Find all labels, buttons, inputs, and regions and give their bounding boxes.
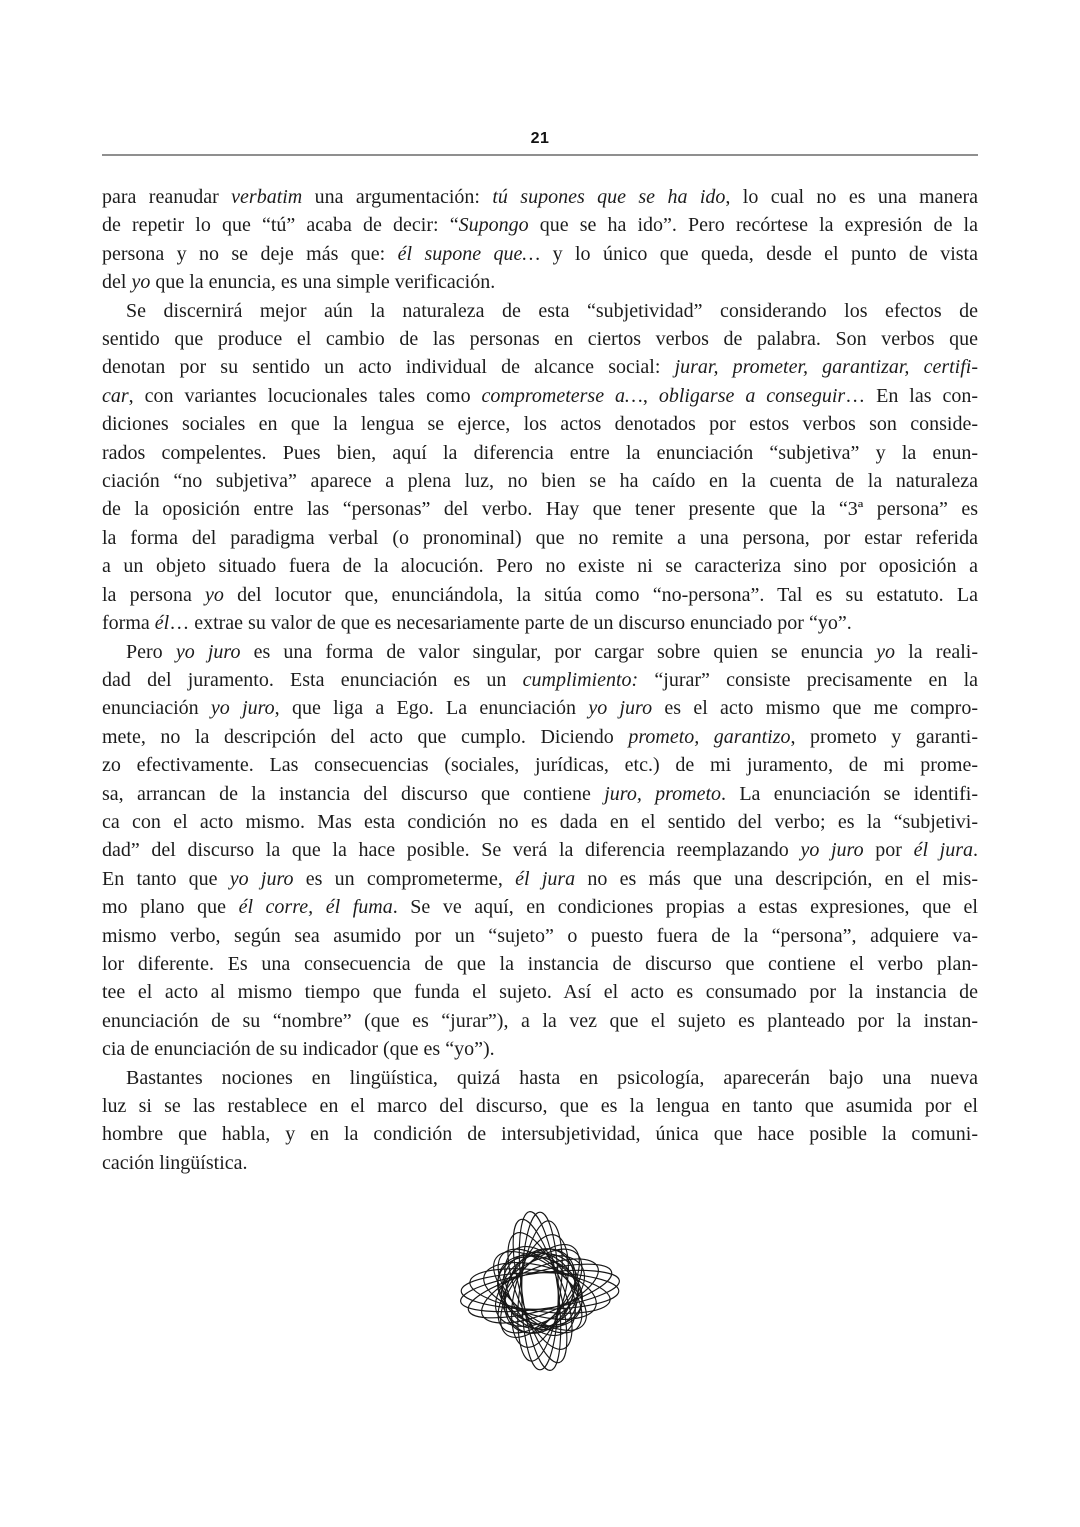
text-run: ciación “no subjetiva” aparece a plena luz, no bien se ha caído en la cuenta de la naturaleza — [102, 470, 978, 493]
text-line — [102, 382, 978, 410]
text-run: … extrae su valor de que es necesariamente parte de un discurso enunciado por “yo”. — [169, 612, 852, 635]
italic-text-run: él corre, él fuma — [238, 896, 393, 919]
text-run: que la enuncia, es una simple verificación. — [150, 271, 496, 294]
italic-text-run: él jura — [515, 867, 576, 890]
text-run: En tanto que — [102, 867, 230, 890]
italic-text-run: obligarse a conseguir — [658, 384, 846, 407]
italic-text-run: Supongo — [458, 214, 529, 237]
text-run: sentido que produce el cambio de las personas en ciertos verbos de palabra. Son verbos que — [102, 328, 978, 351]
text-run: del — [102, 271, 132, 294]
text-run: rados compelentes. Pues bien, aquí la diferencia entre la enunciación “subjetiva” y la enun- — [102, 441, 978, 464]
italic-text-run: jurar, prometer, garantizar, certifi- — [674, 356, 978, 379]
text-run: de la oposición entre las “personas” del verbo. Hay que tener presente que la “3ª persona” es — [102, 498, 978, 521]
text-run: ca con el acto mismo. Mas esta condición no es dada en el sentido del verbo; es la “subjetivi- — [102, 810, 978, 833]
text-run: la persona — [102, 583, 206, 606]
text-line — [102, 297, 978, 325]
italic-text-run: él jura — [913, 839, 973, 862]
text-run: “jurar” consiste precisamente en la — [638, 668, 979, 691]
text-line — [102, 495, 978, 523]
text-run: del locutor que, enunciándola, la sitúa como “no-persona”. Tal es su estatuto. La — [223, 583, 978, 606]
italic-text-run: yo juro — [175, 640, 241, 663]
text-run: enunciación de su “nombre” (que es “jurar”), a la vez que el sujeto es planteado por la instan- — [102, 1009, 978, 1032]
text-run: a un objeto situado fuera de la alocución. Pero no existe ni se caracteriza sino por oposición a — [102, 555, 978, 578]
text-run: la forma del paradigma verbal (o pronominal) que no remite a una persona, por estar referida — [102, 526, 978, 549]
text-line — [102, 211, 978, 239]
text-run: , — [642, 384, 659, 407]
text-line — [102, 1149, 978, 1177]
text-line — [102, 183, 978, 211]
text-run: una argumentación: — [302, 186, 493, 208]
text-run: sa, arrancan de la instancia del discurso que contiene — [102, 782, 605, 805]
text-line — [102, 723, 978, 751]
italic-text-run: yo juro — [210, 697, 275, 720]
text-line — [102, 268, 978, 296]
text-run: enunciación — [102, 697, 211, 720]
text-line — [102, 694, 978, 722]
text-block — [102, 183, 978, 1177]
text-line — [102, 638, 978, 666]
text-line — [102, 1007, 978, 1035]
text-line — [102, 1092, 978, 1120]
text-line — [102, 325, 978, 353]
italic-text-run: verbatim — [231, 186, 303, 208]
text-run: , con variantes locucionales tales como — [128, 384, 482, 407]
header-rule — [102, 154, 978, 156]
text-line — [102, 1120, 978, 1148]
page-number: 21 — [530, 130, 550, 147]
text-run: denotan por su sentido un acto individual de alcance social: — [102, 356, 675, 379]
text-run: … En las con- — [845, 384, 979, 407]
text-line — [102, 780, 978, 808]
text-run: y lo único que queda, desde el punto de vista — [540, 242, 978, 265]
text-run: . Se ve aquí, en condiciones propias a estas expresiones, que el — [392, 896, 978, 919]
ornament-ellipse — [502, 1214, 578, 1367]
text-line — [102, 666, 978, 694]
ornament-ellipse — [461, 1273, 619, 1310]
text-run: , prometo y garanti- — [790, 725, 978, 748]
text-run: zo efectivamente. Las consecuencias (sociales, jurídicas, etc.) de mi juramento, de mi prome- — [102, 754, 978, 777]
text-line — [102, 353, 978, 381]
text-run: hombre que habla, y en la condición de intersubjetividad, única que hace posible la comuni- — [102, 1123, 978, 1146]
text-line — [102, 950, 978, 978]
text-line — [102, 609, 978, 637]
text-line — [102, 410, 978, 438]
italic-text-run: prometo, garantizo — [628, 725, 791, 748]
text-line — [102, 552, 978, 580]
text-run: mo plano que — [102, 896, 239, 919]
text-run: es el acto mismo que me compro- — [652, 697, 978, 720]
italic-text-run: tú supones que se ha ido — [492, 186, 726, 208]
text-line — [102, 439, 978, 467]
italic-text-run: car — [102, 384, 129, 407]
italic-text-run: juro, prometo — [604, 782, 722, 805]
italic-text-run: yo — [876, 640, 896, 663]
text-run: luz si se las restablece en el marco del discurso, que es la lengua en tanto que asumida por el — [102, 1095, 978, 1117]
italic-text-run: yo juro — [588, 697, 653, 720]
text-run: persona y no se deje más que: — [102, 242, 398, 265]
text-run: diciones sociales en que la lengua se ejerce, los actos denotados por estos verbos son conside- — [102, 413, 978, 436]
text-run: , que liga a Ego. La enunciación — [274, 697, 589, 720]
text-run: por — [863, 839, 914, 862]
text-line — [102, 1035, 978, 1063]
text-run: es un comprometerme, — [293, 867, 516, 890]
text-line — [102, 467, 978, 495]
text-run: dad del juramento. Esta enunciación es un — [102, 668, 523, 691]
text-run: , lo cual no es una manera — [725, 186, 978, 208]
text-run: cia de enunciación de su indicador (que es “yo”). — [102, 1038, 495, 1061]
ornament-ellipse — [463, 1253, 616, 1329]
ornament-ellipse — [522, 1212, 559, 1370]
text-run: dad” del discurso la que la hace posible. Se verá la diferencia reemplazando — [102, 839, 801, 862]
italic-text-run: yo juro — [800, 839, 864, 862]
text-run: forma — [102, 612, 155, 635]
text-line — [102, 240, 978, 268]
text-run: que se ha ido”. Pero recórtese la expresión de la — [528, 214, 978, 237]
italic-text-run: yo juro — [229, 867, 294, 890]
text-run: para reanudar — [102, 186, 232, 208]
text-run: lor diferente. Es una consecuencia de que la instancia de discurso que contiene el verbo plan- — [102, 952, 978, 975]
text-run: Pero — [126, 640, 176, 663]
text-line — [102, 978, 978, 1006]
text-line — [102, 751, 978, 779]
text-line — [102, 836, 978, 864]
italic-text-run: yo — [131, 271, 151, 294]
text-run: la reali- — [895, 640, 978, 663]
text-run: . La enunciación se identifi- — [721, 782, 978, 805]
text-run: de repetir lo que “tú” acaba de decir: “ — [102, 214, 459, 237]
ornament-ellipse — [483, 1234, 596, 1347]
italic-text-run: comprometerse a… — [481, 384, 643, 407]
italic-text-run: él supone que… — [397, 242, 541, 265]
spirograph-ornament-svg — [455, 1206, 625, 1376]
text-line — [102, 808, 978, 836]
italic-text-run: él — [154, 612, 170, 635]
text-line — [102, 581, 978, 609]
text-run: tee el acto al mismo tiempo que funda el sujeto. Así el acto es consumado por la instancia de — [102, 981, 978, 1004]
text-run: mismo verbo, según sea asumido por un “sujeto” o puesto fuera de la “persona”, adquiere va- — [102, 924, 978, 947]
text-run: no es más que una descripción, en el mis- — [575, 867, 978, 890]
text-run: cación lingüística. — [102, 1151, 248, 1174]
text-run: Bastantes nociones en lingüística, quizá hasta en psicología, aparecerán bajo una nueva — [126, 1066, 978, 1089]
text-run: Se discernirá mejor aún la naturaleza de esta “subjetividad” considerando los efectos de — [126, 299, 978, 322]
ornament — [455, 1206, 625, 1376]
text-line — [102, 1064, 978, 1092]
text-run: . — [973, 839, 978, 862]
text-line — [102, 893, 978, 921]
text-line — [102, 524, 978, 552]
text-line — [102, 922, 978, 950]
text-line — [102, 865, 978, 893]
text-run: es una forma de valor singular, por cargar sobre quien se enuncia — [240, 640, 877, 663]
italic-text-run: cumplimiento: — [522, 668, 639, 691]
ornament-ellipse — [483, 1234, 596, 1347]
italic-text-run: yo — [205, 583, 224, 606]
text-run: mete, no la descripción del acto que cumplo. Diciendo — [102, 725, 629, 748]
